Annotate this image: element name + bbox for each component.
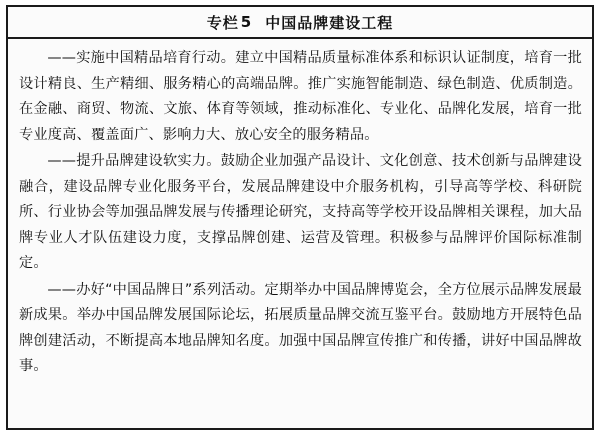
panel-label: 专栏 (206, 13, 239, 32)
panel-title: 中国品牌建设工程 (265, 13, 394, 32)
panel-number: 5 (240, 13, 252, 31)
document-body (8, 39, 592, 428)
paragraph: ——实施中国精品培育行动。建立中国精品质量标准体系和标识认证制度，培育一批设计精良、生产精细、服务精心的高端品牌。推广实施智能制造、绿色制造、优质制造。在金融、商贸、物流、文旅、体育等领域，推动标准化、专业化、品牌化发展，培育一批专业度高、覆盖面广、影响力大、放心安全的服务精品。 (19, 50, 582, 143)
panel-header (8, 7, 592, 39)
paragraph: ——办好“中国品牌日”系列活动。定期举办中国品牌博览会，全方位展示品牌发展最新成果。举办中国品牌发展国际论坛，拓展质量品牌交流互鉴平台。鼓励地方开展特色品牌创建活动，不断提高本地品牌知名度。加强中国品牌宣传推广和传播，讲好中国品牌故事。 (19, 281, 582, 374)
paragraph: ——提升品牌建设软实力。鼓励企业加强产品设计、文化创意、技术创新与品牌建设融合，建设品牌专业化服务平台，发展品牌建设中介服务机构，引导高等学校、科研院所、行业协会等加强品牌发展与传播理论研究，支持高等学校开设品牌相关课程，加大品牌专业人才队伍建设力度，支撑品牌创建、运营及管理。积极参与品牌评价国际标准制定。 (19, 153, 582, 271)
document-panel (6, 5, 594, 430)
